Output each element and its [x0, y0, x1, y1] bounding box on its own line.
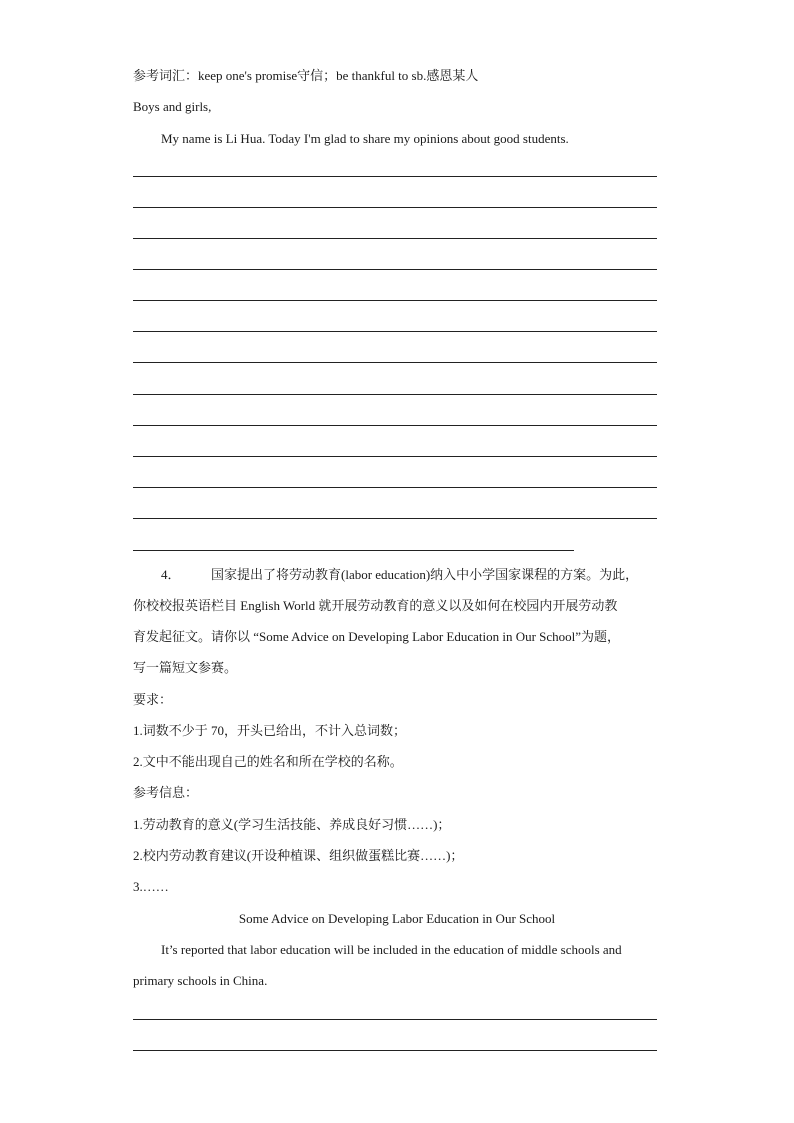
requirement-item: 1.词数不少于 70，开头已给出，不计入总词数；: [133, 723, 407, 738]
writing-line: [133, 176, 657, 177]
writing-line: [133, 362, 657, 363]
reference-heading: 参考信息：: [133, 785, 199, 800]
reference-item: 1.劳动教育的意义(学习生活技能、养成良好习惯……)；: [133, 817, 451, 832]
writing-line: [133, 394, 657, 395]
writing-line: [133, 207, 657, 208]
question-number: 4．: [161, 567, 181, 582]
question-text-line: 你校校报英语栏目 English World 就开展劳动教育的意义以及如何在校园内开展劳动教: [133, 598, 618, 613]
writing-line: [133, 1019, 657, 1020]
writing-line: [133, 331, 657, 332]
reference-item: 2.校内劳动教育建议(开设种植课、组织做蛋糕比赛……)；: [133, 848, 464, 863]
writing-line: [133, 456, 657, 457]
essay-opening-line: primary schools in China.: [133, 973, 268, 988]
writing-line: [133, 269, 657, 270]
question-text-line: 育发起征文。请你以 “Some Advice on Developing Labor Education in Our School”为题，: [133, 629, 621, 644]
requirements-heading: 要求：: [133, 692, 173, 707]
essay-opening-line: It’s reported that labor education will be included in the education of middle schools and: [161, 942, 622, 957]
writing-line: [133, 1050, 657, 1051]
writing-line: [133, 425, 657, 426]
writing-line: [133, 487, 657, 488]
vocab-reference: 参考词汇：keep one's promise守信；be thankful to sb.感恩某人: [133, 68, 479, 83]
question-text-line: 写一篇短文参赛。: [133, 660, 238, 675]
writing-line: [133, 300, 657, 301]
greeting: Boys and girls,: [133, 99, 212, 114]
requirement-item: 2.文中不能出现自己的姓名和所在学校的名称。: [133, 754, 403, 769]
writing-line: [133, 518, 657, 519]
opening-sentence: My name is Li Hua. Today I'm glad to share my opinions about good students.: [161, 131, 569, 146]
essay-title: Some Advice on Developing Labor Education in Our School: [238, 911, 556, 926]
question-text-line: 国家提出了将劳动教育(labor education)纳入中小学国家课程的方案。为此，: [211, 567, 639, 582]
reference-item: 3.……: [133, 879, 169, 894]
writing-line: [133, 550, 574, 551]
writing-line: [133, 238, 657, 239]
